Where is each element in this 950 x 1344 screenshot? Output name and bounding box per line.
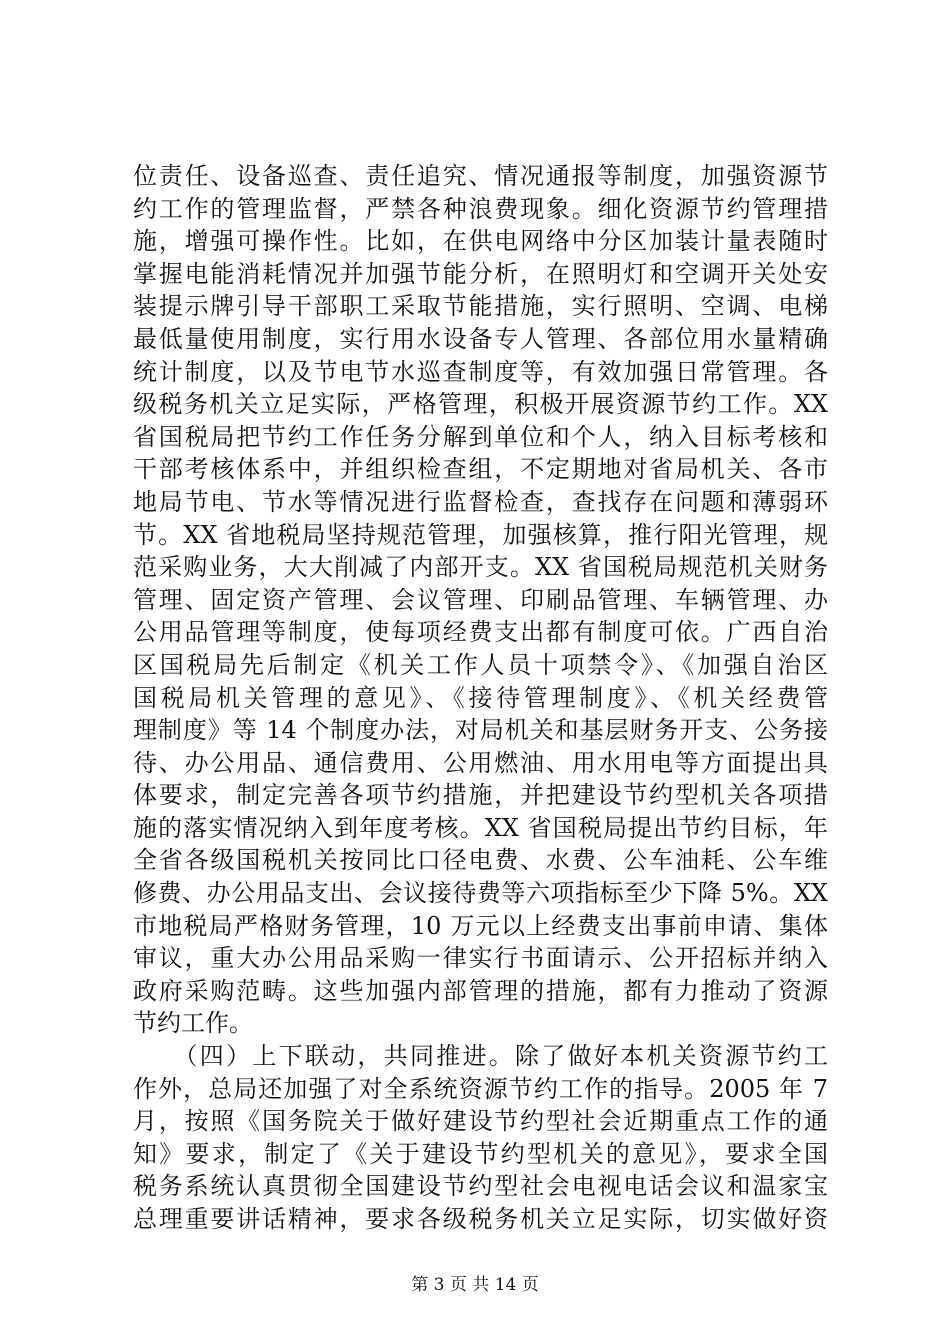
text-line: 节约工作。 bbox=[133, 1009, 253, 1038]
text-line: 政府采购范畴。这些加强内部管理的措施，都有力推动了资源 bbox=[133, 976, 828, 1005]
text-line: 全省各级国税机关按同比口径电费、水费、公车油耗、公车维 bbox=[133, 846, 828, 875]
text-line: 税务系统认真贯彻全国建设节约型社会电视电话会议和温家宝 bbox=[133, 1172, 828, 1201]
text-line: 国税局机关管理的意见》、《接待管理制度》、《机关经费管 bbox=[133, 683, 828, 712]
text-line: 级税务机关立足实际，严格管理，积极开展资源节约工作。XX bbox=[133, 390, 828, 419]
text-line: 区国税局先后制定《机关工作人员十项禁令》、《加强自治区 bbox=[133, 650, 828, 679]
text-line: 审议，重大办公用品采购一律实行书面请示、公开招标并纳入 bbox=[133, 944, 828, 973]
text-line: 作外，总局还加强了对全系统资源节约工作的指导。2005 年 7 bbox=[133, 1074, 828, 1103]
text-line: 待、办公用品、通信费用、公用燃油、用水用电等方面提出具 bbox=[133, 748, 828, 777]
body-text bbox=[133, 160, 828, 1236]
text-line: 理制度》等 14 个制度办法，对局机关和基层财务开支、公务接 bbox=[133, 716, 828, 745]
text-line: 省国税局把节约工作任务分解到单位和个人，纳入目标考核和 bbox=[133, 422, 828, 451]
text-line: 公用品管理等制度，使每项经费支出都有制度可依。广西自治 bbox=[133, 618, 828, 647]
page-number-footer: 第 3 页 共 14 页 bbox=[411, 1275, 539, 1295]
text-line: 最低量使用制度，实行用水设备专人管理、各部位用水量精确 bbox=[133, 324, 828, 353]
text-line: 掌握电能消耗情况并加强节能分析，在照明灯和空调开关处安 bbox=[133, 259, 828, 288]
text-line: 范采购业务，大大削减了内部开支。XX 省国税局规范机关财务 bbox=[133, 553, 828, 582]
text-line: （四）上下联动，共同推进。除了做好本机关资源节约工 bbox=[133, 1042, 828, 1071]
text-line: 装提示牌引导干部职工采取节能措施，实行照明、空调、电梯 bbox=[133, 292, 828, 321]
text-line: 干部考核体系中，并组织检查组，不定期地对省局机关、各市 bbox=[133, 455, 828, 484]
text-line: 统计制度，以及节电节水巡查制度等，有效加强日常管理。各 bbox=[133, 357, 828, 386]
text-line: 施，增强可操作性。比如，在供电网络中分区加装计量表随时 bbox=[133, 227, 828, 256]
text-line: 管理、固定资产管理、会议管理、印刷品管理、车辆管理、办 bbox=[133, 585, 828, 614]
text-line: 知》要求，制定了《关于建设节约型机关的意见》，要求全国 bbox=[133, 1139, 828, 1168]
text-line: 月，按照《国务院关于做好建设节约型社会近期重点工作的通 bbox=[133, 1107, 828, 1136]
text-line: 地局节电、节水等情况进行监督检查，查找存在问题和薄弱环 bbox=[133, 487, 828, 516]
text-line: 市地税局严格财务管理，10 万元以上经费支出事前申请、集体 bbox=[133, 911, 828, 940]
text-line: 体要求，制定完善各项节约措施，并把建设节约型机关各项措 bbox=[133, 781, 828, 810]
text-line: 位责任、设备巡查、责任追究、情况通报等制度，加强资源节 bbox=[133, 162, 828, 190]
text-line: 总理重要讲话精神，要求各级税务机关立足实际，切实做好资 bbox=[133, 1205, 828, 1233]
text-line: 施的落实情况纳入到年度考核。XX 省国税局提出节约目标，年 bbox=[133, 813, 828, 842]
text-line: 节。XX 省地税局坚持规范管理，加强核算，推行阳光管理，规 bbox=[133, 520, 828, 549]
text-line: 修费、办公用品支出、会议接待费等六项指标至少下降 5%。XX bbox=[133, 879, 828, 908]
text-line: 约工作的管理监督，严禁各种浪费现象。细化资源节约管理措 bbox=[133, 194, 828, 223]
